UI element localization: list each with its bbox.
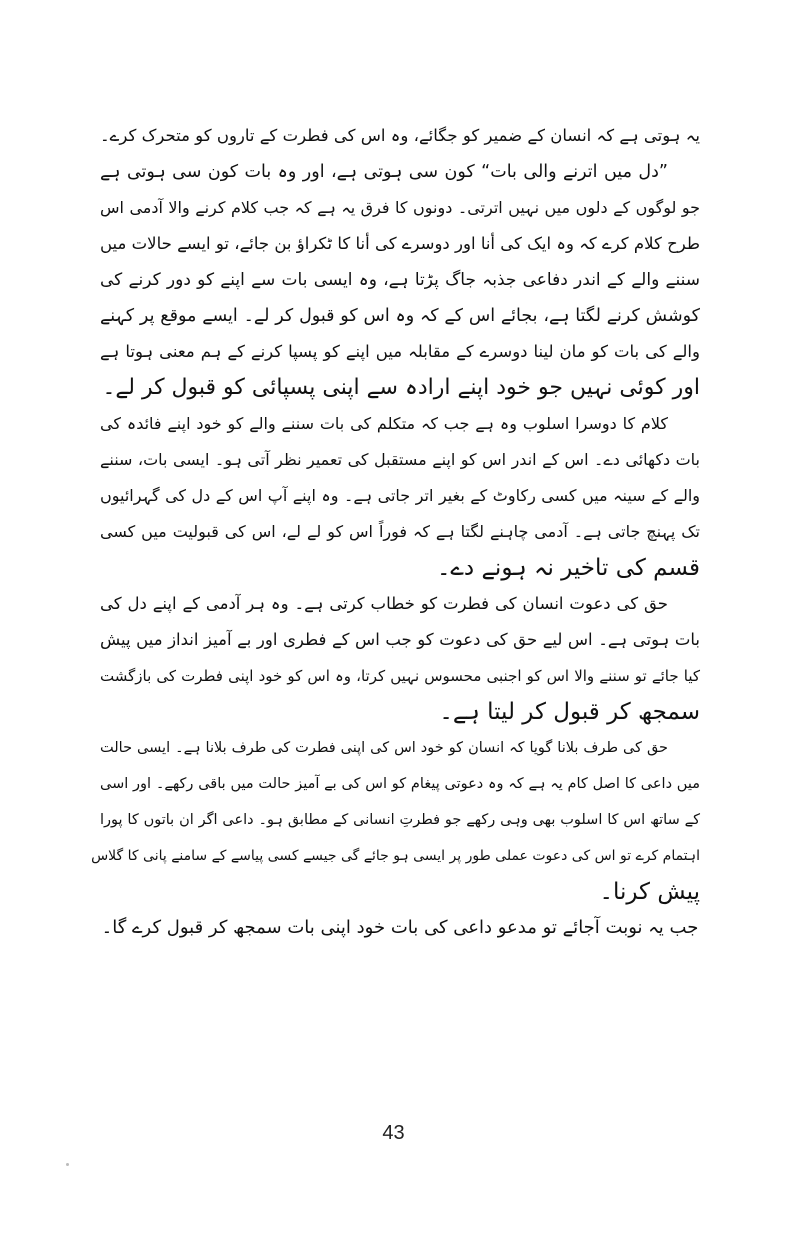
text-line: بات ہوتی ہے۔ اس لیے حق کی دعوت کو جب اس کے فطری اور بے آمیز انداز میں پیش	[100, 630, 700, 649]
text-line: والے کے سینہ میں کسی رکاوٹ کے بغیر اتر جاتی ہے۔ وہ اپنے آپ اس کے دل کی گہرائیوں	[100, 486, 700, 505]
text-line: اہتمام کرے تو اس کی دعوت عملی طور پر ایسی ہو جائے گی جیسے کسی پیاسے کے سامنے پانی کا گلاس	[91, 848, 700, 864]
text-line: کوشش کرنے لگتا ہے، بجائے اس کے کہ وہ اس کو قبول کر لے۔ ایسے موقع پر کہنے	[100, 306, 700, 326]
text-line: جب یہ نوبت آجائے تو مدعو داعی کی بات خود اپنی بات سمجھ کر قبول کرے گا۔	[101, 917, 699, 938]
scan-speck	[66, 1163, 69, 1166]
urdu-text-block	[91, 118, 700, 946]
text-line: سننے والے کے اندر دفاعی جذبہ جاگ پڑتا ہے، وہ ایسی بات سے اپنے کو دور کرنے کی	[100, 270, 700, 290]
text-line: حق کی طرف بلانا گویا کہ انسان کو خود اس کی اپنی فطرت کی طرف بلانا ہے۔ ایسی حالت	[100, 740, 668, 756]
text-line: کیا جائے تو سننے والا اس کو اجنبی محسوس نہیں کرتا، وہ اس کو خود اپنی فطرت کی بازگشت	[100, 667, 700, 685]
text-line: قسم کی تاخیر نہ ہونے دے۔	[436, 555, 700, 581]
text-line: سمجھ کر قبول کر لیتا ہے۔	[439, 699, 700, 725]
text-line: پیش کرنا۔	[599, 879, 700, 905]
text-line: میں داعی کا اصل کام یہ ہے کہ وہ دعوتی پیغام کو اس کی بے آمیز حالت میں باقی رکھے۔ اور اسی	[100, 776, 700, 792]
page-number: 43	[382, 1122, 405, 1144]
text-line: ”دل میں اترنے والی بات“ کون سی ہوتی ہے، اور وہ بات کون سی ہوتی ہے	[100, 162, 668, 182]
text-line: یہ ہوتی ہے کہ انسان کے ضمیر کو جگائے، وہ اس کی فطرت کے تاروں کو متحرک کرے۔	[100, 126, 700, 145]
text-line: بات دکھائی دے۔ اس کے اندر اس کو اپنے مستقبل کی تعمیر نظر آتی ہو۔ ایسی بات، سننے	[100, 450, 700, 469]
text-line: جو لوگوں کے دلوں میں نہیں اترتی۔ دونوں کا فرق یہ ہے کہ جب کلام کرنے والا آدمی اس	[100, 198, 700, 217]
text-line: اور کوئی نہیں جو خود اپنے ارادہ سے اپنی پسپائی کو قبول کر لے۔	[102, 375, 700, 400]
text-line: تک پہنچ جاتی ہے۔ آدمی چاہنے لگتا ہے کہ فوراً اس کو لے لے، اس کی قبولیت میں کسی	[100, 522, 700, 541]
text-line: کلام کا دوسرا اسلوب وہ ہے جب کہ متکلم کی بات سننے والے کو خود اپنے فائدہ کی	[100, 414, 668, 433]
text-line: کے ساتھ اس کا اسلوب بھی وہی رکھے جو فطرتِ انسانی کے مطابق ہو۔ داعی اگر ان باتوں کا پورا	[100, 812, 700, 828]
text-line: طرح کلام کرے کہ وہ ایک کی أنا اور دوسرے کی أنا کا ٹکراؤ بن جائے، تو ایسے حالات میں	[100, 234, 700, 253]
text-line: حق کی دعوت انسان کی فطرت کو خطاب کرتی ہے۔ وہ ہر آدمی کے اپنے دل کی	[100, 594, 668, 613]
text-line: والے کی بات کو مان لینا دوسرے کے مقابلہ میں اپنے کو پسپا کرنے کے ہم معنی ہوتا ہے	[100, 342, 700, 361]
